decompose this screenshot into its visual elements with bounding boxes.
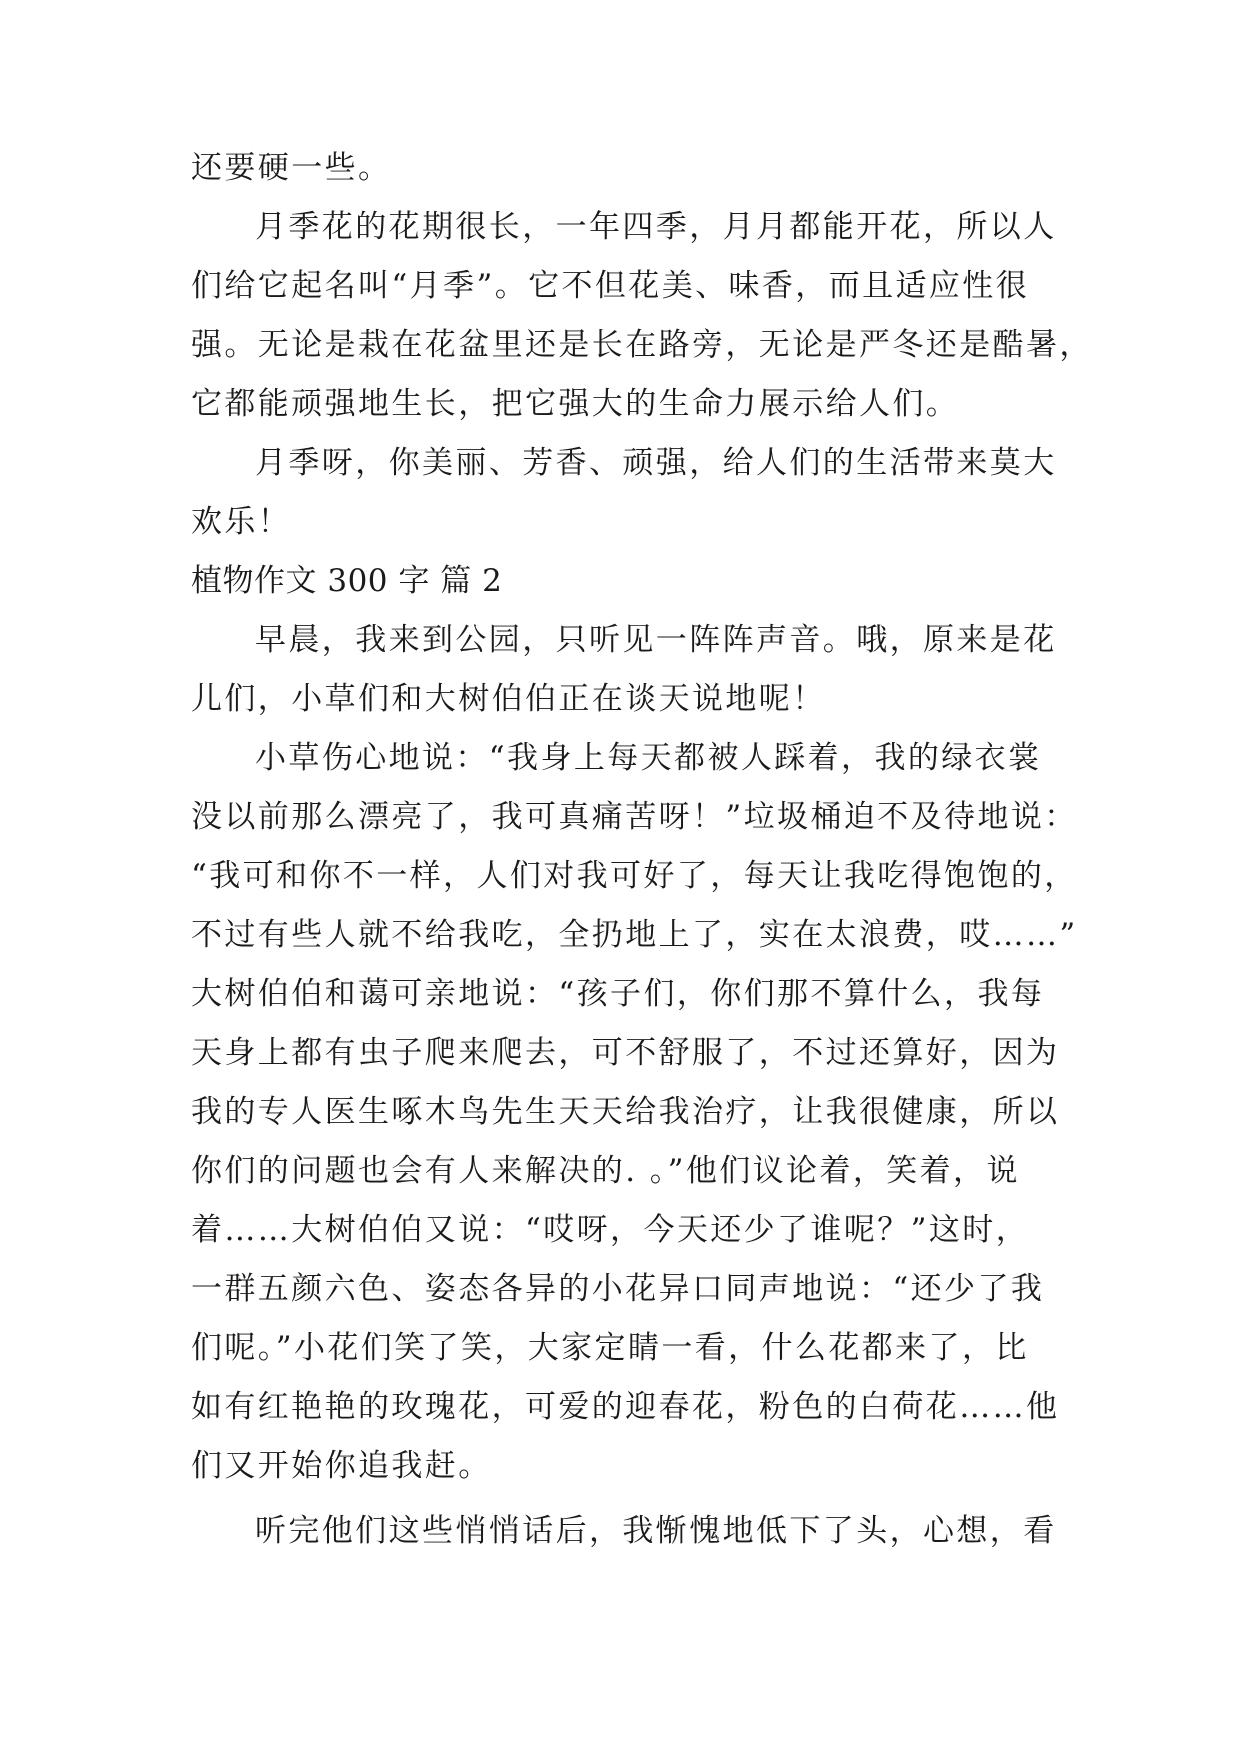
text-line: 欢乐！ [191,504,292,540]
text-line: 如有红艳艳的玫瑰花，可爱的迎春花，粉色的白荷花……他 [191,1389,1060,1425]
paragraph-start-line: 早晨，我来到公园，只听见一阵阵声音。哦，原来是花 [255,622,1057,658]
paragraph-start-line: 月季花的花期很长，一年四季，月月都能开花，所以人 [255,209,1057,245]
text-line: 强。无论是栽在花盆里还是长在路旁，无论是严冬还是酷暑， [191,327,1093,363]
text-line: 儿们，小草们和大树伯伯正在谈天说地呢！ [191,681,826,717]
text-line: 一群五颜六色、姿态各异的小花异口同声地说：“还少了我 [191,1271,1045,1307]
text-line: 大树伯伯和蔼可亲地说：“孩子们，你们那不算什么，我每 [191,976,1045,1012]
text-line: 我的专人医生啄木鸟先生天天给我治疗，让我很健康，所以 [191,1094,1060,1130]
text-line: 没以前那么漂亮了，我可真痛苦呀！”垃圾桶迫不及待地说： [191,799,1078,835]
text-line: “我可和你不一样，人们对我可好了，每天让我吃得饱饱的， [191,858,1078,894]
section-heading: 植物作文 300 字 篇 2 [191,563,503,599]
paragraph-start-line: 小草伤心地说：“我身上每天都被人踩着，我的绿衣裳 [255,740,1042,776]
text-line: 们给它起名叫“月季”。它不但花美、味香，而且适应性很 [191,268,1030,304]
text-line: 它都能顽强地生长，把它强大的生命力展示给人们。 [191,386,960,422]
text-line: 们又开始你追我赶。 [191,1448,492,1484]
text-line: 还要硬一些。 [191,150,392,186]
paragraph-start-line: 月季呀，你美丽、芳香、顽强，给人们的生活带来莫大 [255,445,1057,481]
text-line: 们呢。”小花们笑了笑，大家定睛一看，什么花都来了，比 [191,1330,1029,1366]
paragraph-start-line: 听完他们这些悄悄话后，我惭愧地低下了头，心想，看 [255,1513,1057,1549]
text-line: 不过有些人就不给我吃，全扔地上了，实在太浪费，哎……” [191,917,1078,953]
text-line: 天身上都有虫子爬来爬去，可不舒服了，不过还算好，因为 [191,1035,1060,1071]
text-line: 着……大树伯伯又说：“哎呀，今天还少了谁呢？”这时， [191,1212,1030,1248]
text-line: 你们的问题也会有人来解决的. 。”他们议论着，笑着，说 [191,1153,1020,1189]
